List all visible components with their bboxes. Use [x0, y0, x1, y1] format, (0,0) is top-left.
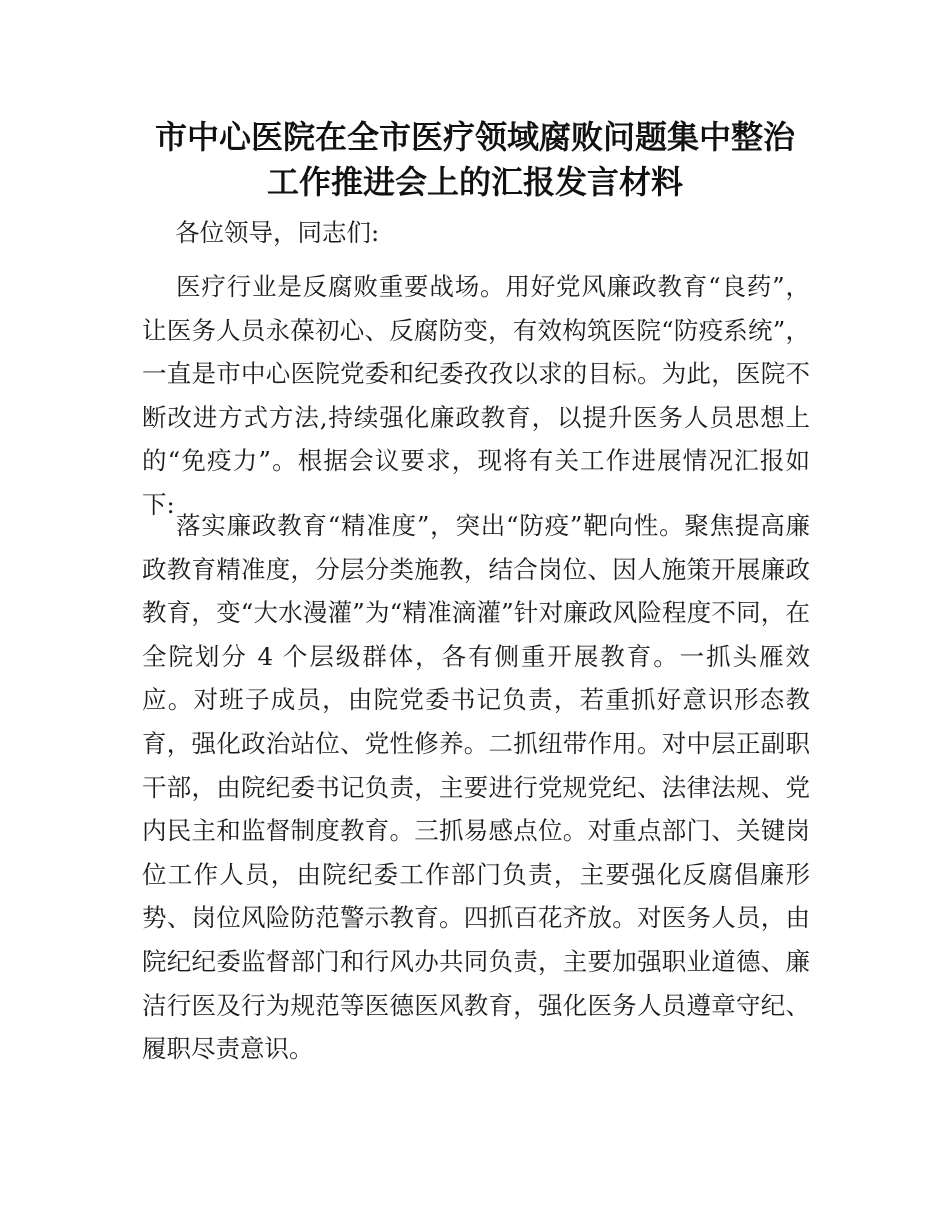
paragraph-intro: 医疗行业是反腐败重要战场。用好党风廉政教育“良药”，让医务人员永葆初心、反腐防变，有效构筑医院“防疫系统”，一直是市中心医院党委和纪委孜孜以求的目标。为此，医院不断改进方式方法,持续强化廉政教育，以提升医务人员思想上的“免疫力”。根据会议要求，现将有关工作进展情况汇报如下:	[142, 272, 810, 519]
document-title-line-2: 工作推进会上的汇报发言材料	[266, 163, 683, 201]
paragraph-education-precision: 落实廉政教育“精准度”，突出“防疫”靶向性。聚焦提高廉政教育精准度，分层分类施教，结合岗位、因人施策开展廉政教育，变“大水漫灌”为“精准滴灌”针对廉政风险程度不同，在全院划分 4 个层级群体，各有侧重开展教育。一抓头雁效应。对班子成员，由院党委书记负责，若重抓好意识形态教育，强化政治站位、党性修养。二抓纽带作用。对中层正副职干部，由院纪委书记负责，主要进行党规党纪、法律法规、党内民主和监督制度教育。三抓易感点位。对重点部门、关键岗位工作人员，由院纪委工作部门负责，主要强化反腐倡廉形势、岗位风险防范警示教育。四抓百花齐放。对医务人员，由院纪纪委监督部门和行风办共同负责，主要加强职业道德、廉洁行医及行为规范等医德医风教育，强化医务人员遵章守纪、履职尽责意识。	[142, 511, 810, 1064]
document-title-line-1: 市中心医院在全市医疗领域腐败问题集中整治	[154, 118, 795, 156]
greeting: 各位领导，同志们:	[175, 218, 380, 247]
